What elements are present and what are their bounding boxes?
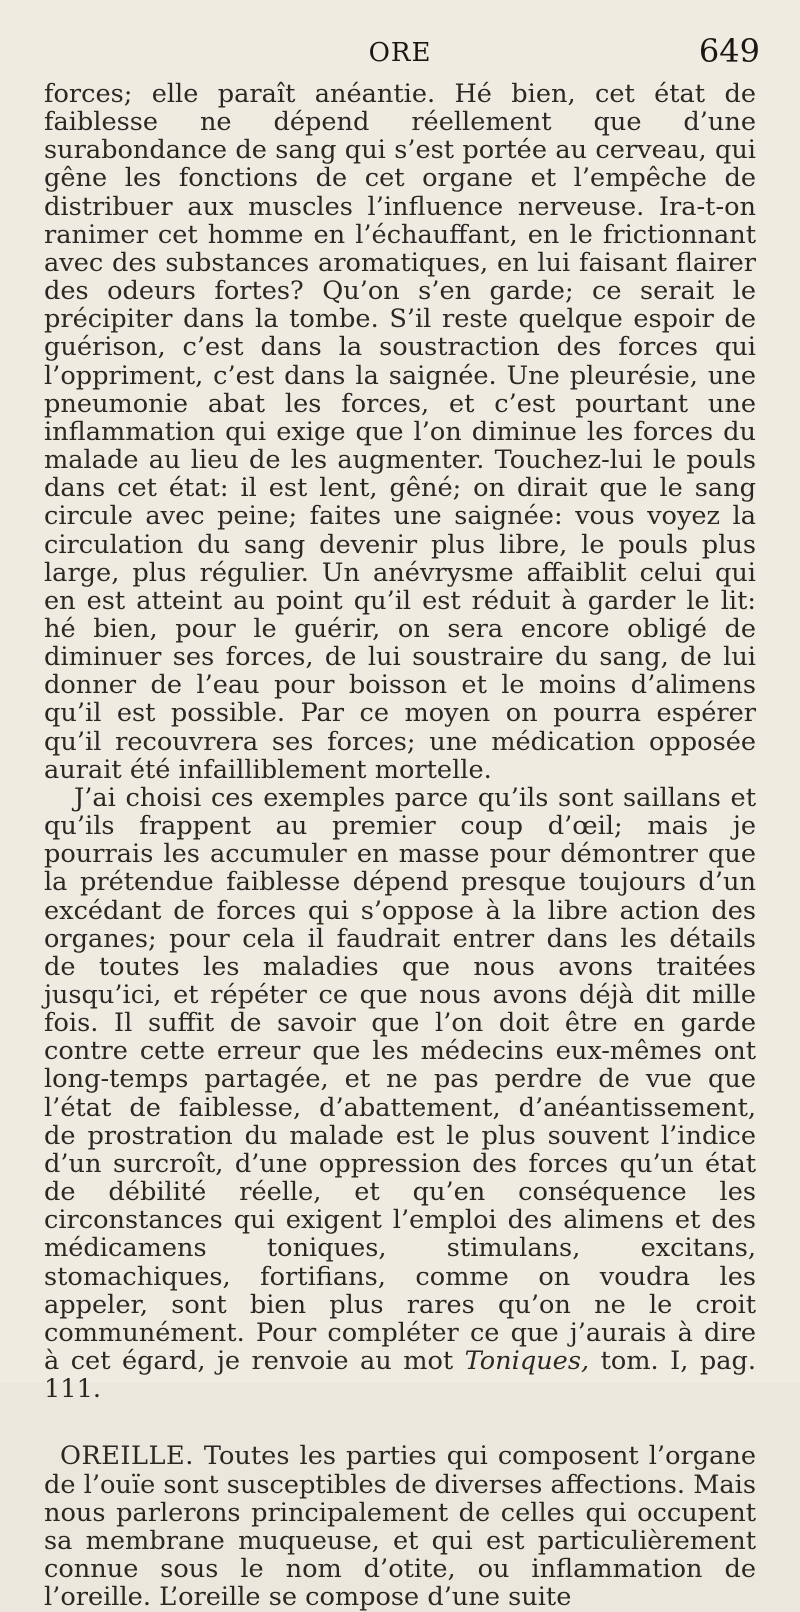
entry-headword: OREILLE. — [60, 1441, 194, 1472]
body-text — [44, 80, 756, 1611]
entry-body: Toutes les parties qui composent l’organe de l’ouïe sont susceptibles de diverses affections. Mais nous parlerons principalement de celles qui occupent sa membrane muqueuse, et qui est particulièrement connue sous le nom d’otite, ou inflammation de l’oreille. L’oreille se compose d’une suite — [44, 1441, 756, 1612]
cross-reference-location: tom. I, pag. 111. — [44, 1346, 757, 1405]
running-head — [40, 32, 760, 72]
paragraph-continuation: forces; elle paraît anéantie. Hé bien, cet état de faiblesse ne dépend réellement que d’une surabondance de sang qui s’est portée au cerveau, qui gêne les fonctions de cet organe et l’empêche de distribuer aux muscles l’influence nerveuse. Ira-t-on ranimer cet homme en l’échauffant, en le frictionnant avec des substances aromatiques, en lui faisant flairer des odeurs fortes? Qu’on s’en garde; ce serait le précipiter dans la tombe. S’il reste quelque espoir de guérison, c’est dans la soustraction des forces qui l’oppriment, c’est dans la saignée. Une pleurésie, une pneumonie abat les forces, et c’est pourtant une inflammation qui exige que l’on diminue les forces du malade au lieu de les augmenter. Touchez-lui le pouls dans cet état: il est lent, gêné; on dirait que le sang circule avec peine; faites une saignée: vous voyez la circulation du sang devenir plus libre, le pouls plus large, plus régulier. Un anévrysme affaiblit celui qui en est atteint au point qu’il est réduit à garder le lit: hé bien, pour le guérir, on sera encore obligé de diminuer ses forces, de lui soustraire du sang, de lui donner de l’eau pour boisson et le moins d’alimens qu’il est possible. Par ce moyen on pourra espérer qu’il recouvrera ses forces; une médication opposée aurait été infailliblement mortelle. — [44, 79, 756, 785]
paragraph-examples — [44, 784, 756, 1403]
entry-oreille — [44, 1442, 756, 1611]
page-number: 649 — [698, 32, 760, 70]
paragraph-examples-text: J’ai choisi ces exemples parce qu’ils sont saillans et qu’ils frappent au premier coup d’œil; mais je pourrais les accumuler en masse pour démontrer que la prétendue faiblesse dépend presque toujours d’un excédant de forces qui s’oppose à la libre action des organes; pour cela il faudrait entrer dans les détails de toutes les maladies que nous avons traitées jusqu’ici, et répéter ce que nous avons déjà dit mille fois. Il suffit de savoir que l’on doit être en garde contre cette erreur que les médecins eux-mêmes ont long-temps partagée, et ne pas perdre de vue que l’état de faiblesse, d’abattement, d’anéantissement, de prostration du malade est le plus souvent l’indice d’un surcroît, d’une oppression des forces qu’un état de débilité réelle, et qu’en conséquence les circonstances qui exigent l’emploi des alimens et des médicamens toniques, stimulans, excitans, stomachiques, fortifians, comme on voudra les appeler, sont bien plus rares qu’on ne le croit communément. Pour compléter ce que j’aurais à dire à cet égard, je renvoie au mot — [44, 782, 756, 1377]
cross-reference-word: Toniques, — [464, 1346, 590, 1377]
running-head-title: ORE — [368, 38, 432, 68]
